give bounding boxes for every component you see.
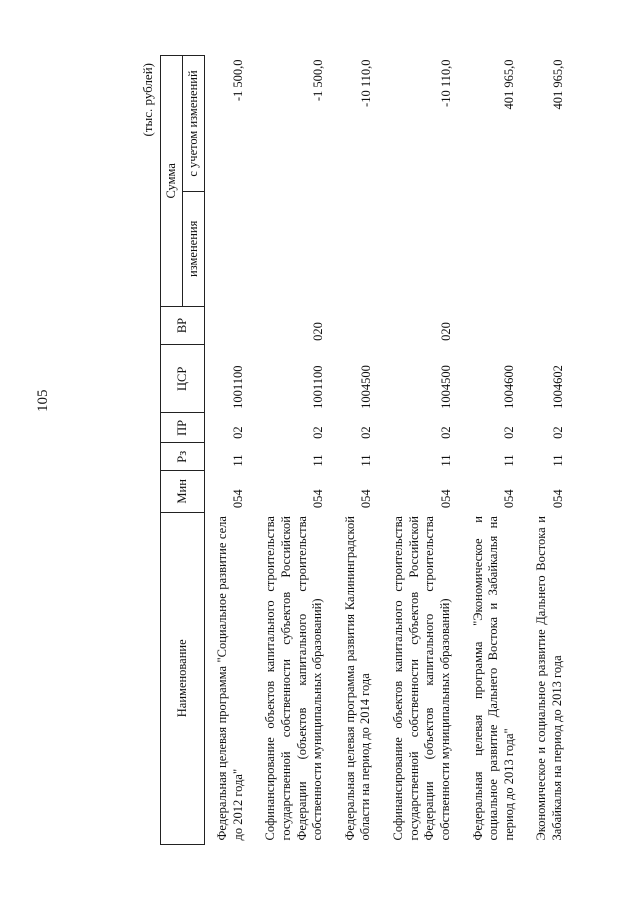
table-row <box>329 56 377 845</box>
cell-csr: 1004500 <box>438 365 453 409</box>
cell-total: -1 500,0 <box>231 59 246 102</box>
table-row <box>520 56 568 845</box>
cell-rz: 11 <box>359 454 373 467</box>
cell-total: 401 965,0 <box>550 59 565 110</box>
cell-vr <box>457 306 521 345</box>
cell-min: 054 <box>438 489 453 509</box>
table-row <box>457 56 521 845</box>
table-row <box>377 56 457 845</box>
units-label: (тыс. рублей) <box>140 63 155 137</box>
cell-change <box>457 191 521 306</box>
cell-name: Софинансирование объектов капитального строительства государственной собственности субъектов Российской Федерации (объектов капитального строительства собственности муниципальных образований) <box>263 516 325 841</box>
cell-csr: 1004600 <box>502 365 517 409</box>
cell-name: Федеральная целевая программа "Экономическое и социальное развитие Дальнего Востока и Забайкалья на период до 2013 года" <box>470 516 516 841</box>
header-vr: ВР <box>161 306 205 345</box>
budget-table <box>160 55 569 845</box>
cell-rz: 11 <box>550 454 565 467</box>
cell-pr: 02 <box>359 426 373 439</box>
cell-pr: 02 <box>310 426 325 439</box>
cell-rz: 11 <box>310 454 325 467</box>
cell-vr: 020 <box>310 322 325 341</box>
cell-total: -1 500,0 <box>310 59 325 102</box>
cell-vr <box>205 306 250 345</box>
cell-pr: 02 <box>438 426 453 439</box>
cell-min: 054 <box>231 489 246 509</box>
cell-change <box>520 191 568 306</box>
table-row <box>205 56 250 845</box>
header-name: Наименование <box>161 512 205 844</box>
cell-vr <box>329 306 377 345</box>
cell-name: Федеральная целевая программа "Социальное развитие села до 2012 года" <box>215 516 245 841</box>
cell-name: Экономическое и социальное развитие Дальнего Востока и Забайкалья на период до 2013 года <box>534 516 564 841</box>
page-number: 105 <box>35 389 51 412</box>
cell-vr: 020 <box>438 322 453 341</box>
cell-csr: 1001100 <box>310 365 325 409</box>
header-sum: Сумма <box>161 56 183 307</box>
cell-change <box>329 191 377 306</box>
cell-csr: 1004602 <box>550 365 565 409</box>
cell-total: 401 965,0 <box>502 59 517 110</box>
table-body <box>205 56 569 845</box>
cell-min: 054 <box>550 489 565 509</box>
header-change: изменения <box>183 191 205 306</box>
table-row <box>249 56 329 845</box>
rotated-table-page <box>140 55 625 845</box>
cell-rz: 11 <box>502 454 517 467</box>
cell-min: 054 <box>359 489 373 509</box>
header-min: Мин <box>161 471 205 512</box>
header-with-change: с учетом изменений <box>183 56 205 192</box>
cell-change <box>205 191 250 306</box>
header-csr: ЦСР <box>161 345 205 413</box>
cell-csr: 1004500 <box>359 365 373 409</box>
cell-change <box>249 191 329 306</box>
cell-pr: 02 <box>550 426 565 439</box>
header-rz: Рз <box>161 443 205 471</box>
cell-total: -10 110,0 <box>359 59 373 107</box>
cell-min: 054 <box>310 489 325 509</box>
cell-change <box>377 191 457 306</box>
cell-name: Софинансирование объектов капитального строительства государственной собственности субъектов Российской Федерации (объектов капитального строительства собственности муниципальных образований) <box>391 516 452 841</box>
header-pr: ПР <box>161 413 205 443</box>
cell-pr: 02 <box>231 426 246 439</box>
cell-vr <box>520 306 568 345</box>
cell-pr: 02 <box>502 426 517 439</box>
cell-name: Федеральная целевая программа развития Калининградской области на период до 2014 года <box>342 516 373 841</box>
cell-rz: 11 <box>231 454 246 467</box>
cell-rz: 11 <box>438 454 453 467</box>
cell-csr: 1001100 <box>231 365 246 409</box>
cell-min: 054 <box>502 489 517 509</box>
cell-total: -10 110,0 <box>438 59 453 107</box>
